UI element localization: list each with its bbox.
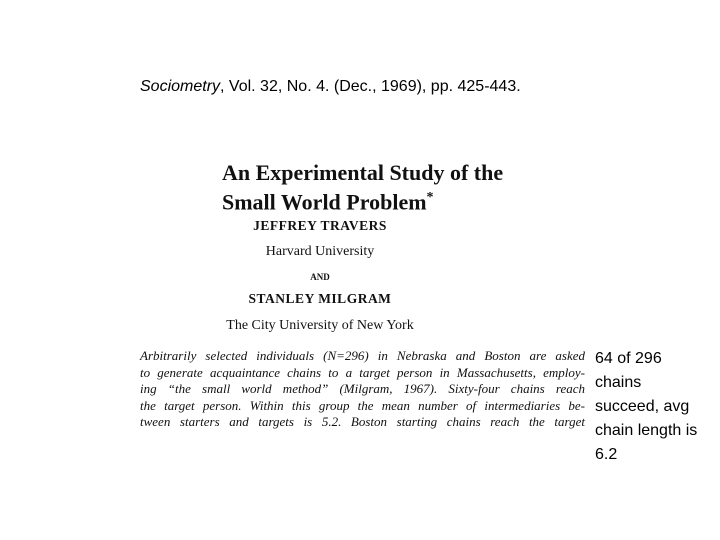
citation — [140, 78, 521, 96]
affiliation-2: The City University of New York — [226, 318, 414, 333]
and-separator: AND — [310, 272, 330, 282]
abstract — [140, 348, 585, 431]
abstract-line: tween starters and targets is 5.2. Boston starting chains reach the target — [140, 414, 585, 429]
journal-name: Sociometry — [140, 78, 221, 95]
abstract-line: the target person. Within this group the mean number of intermediaries be- — [140, 397, 585, 413]
affiliation-1: Harvard University — [265, 244, 375, 259]
author-1: JEFFREY TRAVERS — [253, 218, 387, 233]
title-line-2-text: Small World Problem — [222, 189, 427, 215]
title-line-2 — [222, 185, 503, 214]
paper-title — [222, 160, 503, 214]
abstract-line: ing “the small world method” (Milgram, 1967). Sixty-four chains reach — [140, 381, 585, 396]
abstract-line: to generate acquaintance chains to a target person in Massachusetts, employ- — [140, 364, 585, 380]
citation-details: , Vol. 32, No. 4. (Dec., 1969), pp. 425-443. — [220, 78, 521, 95]
title-line-1: An Experimental Study of the — [222, 160, 504, 185]
abstract-line: Arbitrarily selected individuals (N=296) in Nebraska and Boston are asked — [140, 348, 585, 363]
annotation-note: 64 of 296 chains succeed, avg chain length is 6.2 — [595, 350, 698, 463]
author-2: STANLEY MILGRAM — [248, 291, 392, 306]
title-footnote-mark: * — [426, 190, 434, 205]
